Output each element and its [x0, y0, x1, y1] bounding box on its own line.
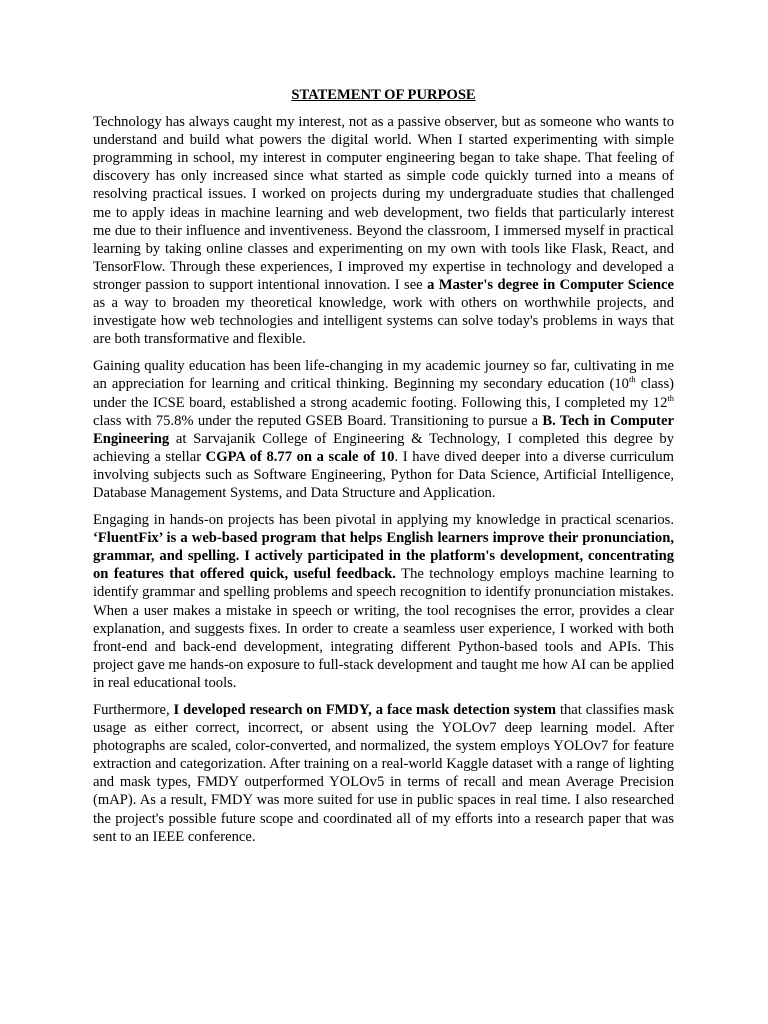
paragraph-text: class) under the ICSE board, established a strong academic footing. Following this, I completed my 12	[93, 376, 674, 411]
paragraph-text: Technology has always caught my interest, not as a passive observer, but as someone who wants to understand and build what powers the digital world. When I started experimenting with simple programming in school, my interest in computer engineering began to take shape. That feeling of discovery has only increased since what started as simple code quickly turned into a means of resolving practical issues. I worked on projects during my undergraduate studies that challenged me to apply ideas in machine learning and web development, two fields that particularly interest me due to their influence and inventiveness. Beyond the classroom, I immersed myself in practical learning by taking online classes and experimenting on my own with tools like Flask, React, and TensorFlow. Through these experiences, I improved my expertise in technology and developed a stronger passion to support intentional innovation. I see	[93, 114, 674, 293]
document-title: STATEMENT OF PURPOSE	[291, 87, 476, 103]
paragraph-text: Furthermore,	[93, 702, 174, 718]
superscript: th	[628, 374, 636, 385]
paragraph-text: at Sarvajanik College of Engineering & Technology, I completed this degree by achieving a stellar	[93, 430, 674, 465]
superscript: th	[667, 392, 674, 403]
bold-text: I developed research on FMDY, a face mask detection system	[173, 702, 557, 718]
paragraph-introduction	[93, 113, 674, 348]
bold-text: ‘FluentFix’ is a web-based program that helps English learners improve their pronunciation, grammar, and spelling. I actively participated in the platform's development, concentrating on features that offered quick, useful feedback.	[93, 530, 674, 583]
paragraph-text: Engaging in hands-on projects has been pivotal in applying my knowledge in practical scenarios.	[93, 512, 674, 529]
bold-text: a Master's degree in Computer Science	[427, 276, 674, 293]
paragraph-text: as a way to broaden my theoretical knowledge, work with others on worthwhile projects, and investigate how web technologies and intelligent systems can solve today's problems in ways that are both transformative and flexible.	[93, 295, 674, 348]
paragraph-research	[93, 701, 674, 846]
paragraph-text: that classifies mask usage as either correct, incorrect, or absent using the YOLOv7 deep learning model. After photographs are scaled, color-converted, and normalized, the system employs YOLOv7 for feature extraction and categorization. After training on a real-world Kaggle dataset with a range of lighting and mask types, FMDY outperformed YOLOv5 in terms of recall and mean Average Precision (mAP). As a result, FMDY was more suited for use in public spaces in real time. I also researched the project's possible future scope and coordinated all of my efforts into a research paper that was sent to an IEEE conference.	[93, 702, 674, 845]
paragraph-text: . I have dived deeper into a diverse curriculum involving subjects such as Software Engineering, Python for Data Science, Artificial Intelligence, Database Management Systems, and Data Structure and Application.	[93, 448, 675, 501]
bold-text: B. Tech in Computer Engineering	[93, 412, 674, 447]
paragraph-text: Gaining quality education has been life-changing in my academic journey so far, cultivating in me an appreciation for learning and critical thinking. Beginning my secondary education (10	[93, 358, 674, 393]
paragraph-education	[93, 357, 674, 502]
paragraph-text: The technology employs machine learning to identify grammar and spelling problems and speech recognition to identify pronunciation mistakes. When a user makes a mistake in speech or writing, the tool recognises the error, provides a clear explanation, and suggests fixes. In order to create a seamless user experience, I worked with both front-end and back-end development, integrating different Python-based tools and APIs. This project gave me hands-on exposure to full-stack development and taught me how AI can be applied in real educational tools.	[93, 566, 675, 691]
document-page	[93, 86, 674, 855]
bold-text: CGPA of 8.77 on a scale of 10	[205, 448, 395, 465]
paragraph-text: class with 75.8% under the reputed GSEB Board. Transitioning to pursue a	[93, 412, 543, 429]
paragraph-projects	[93, 511, 674, 692]
